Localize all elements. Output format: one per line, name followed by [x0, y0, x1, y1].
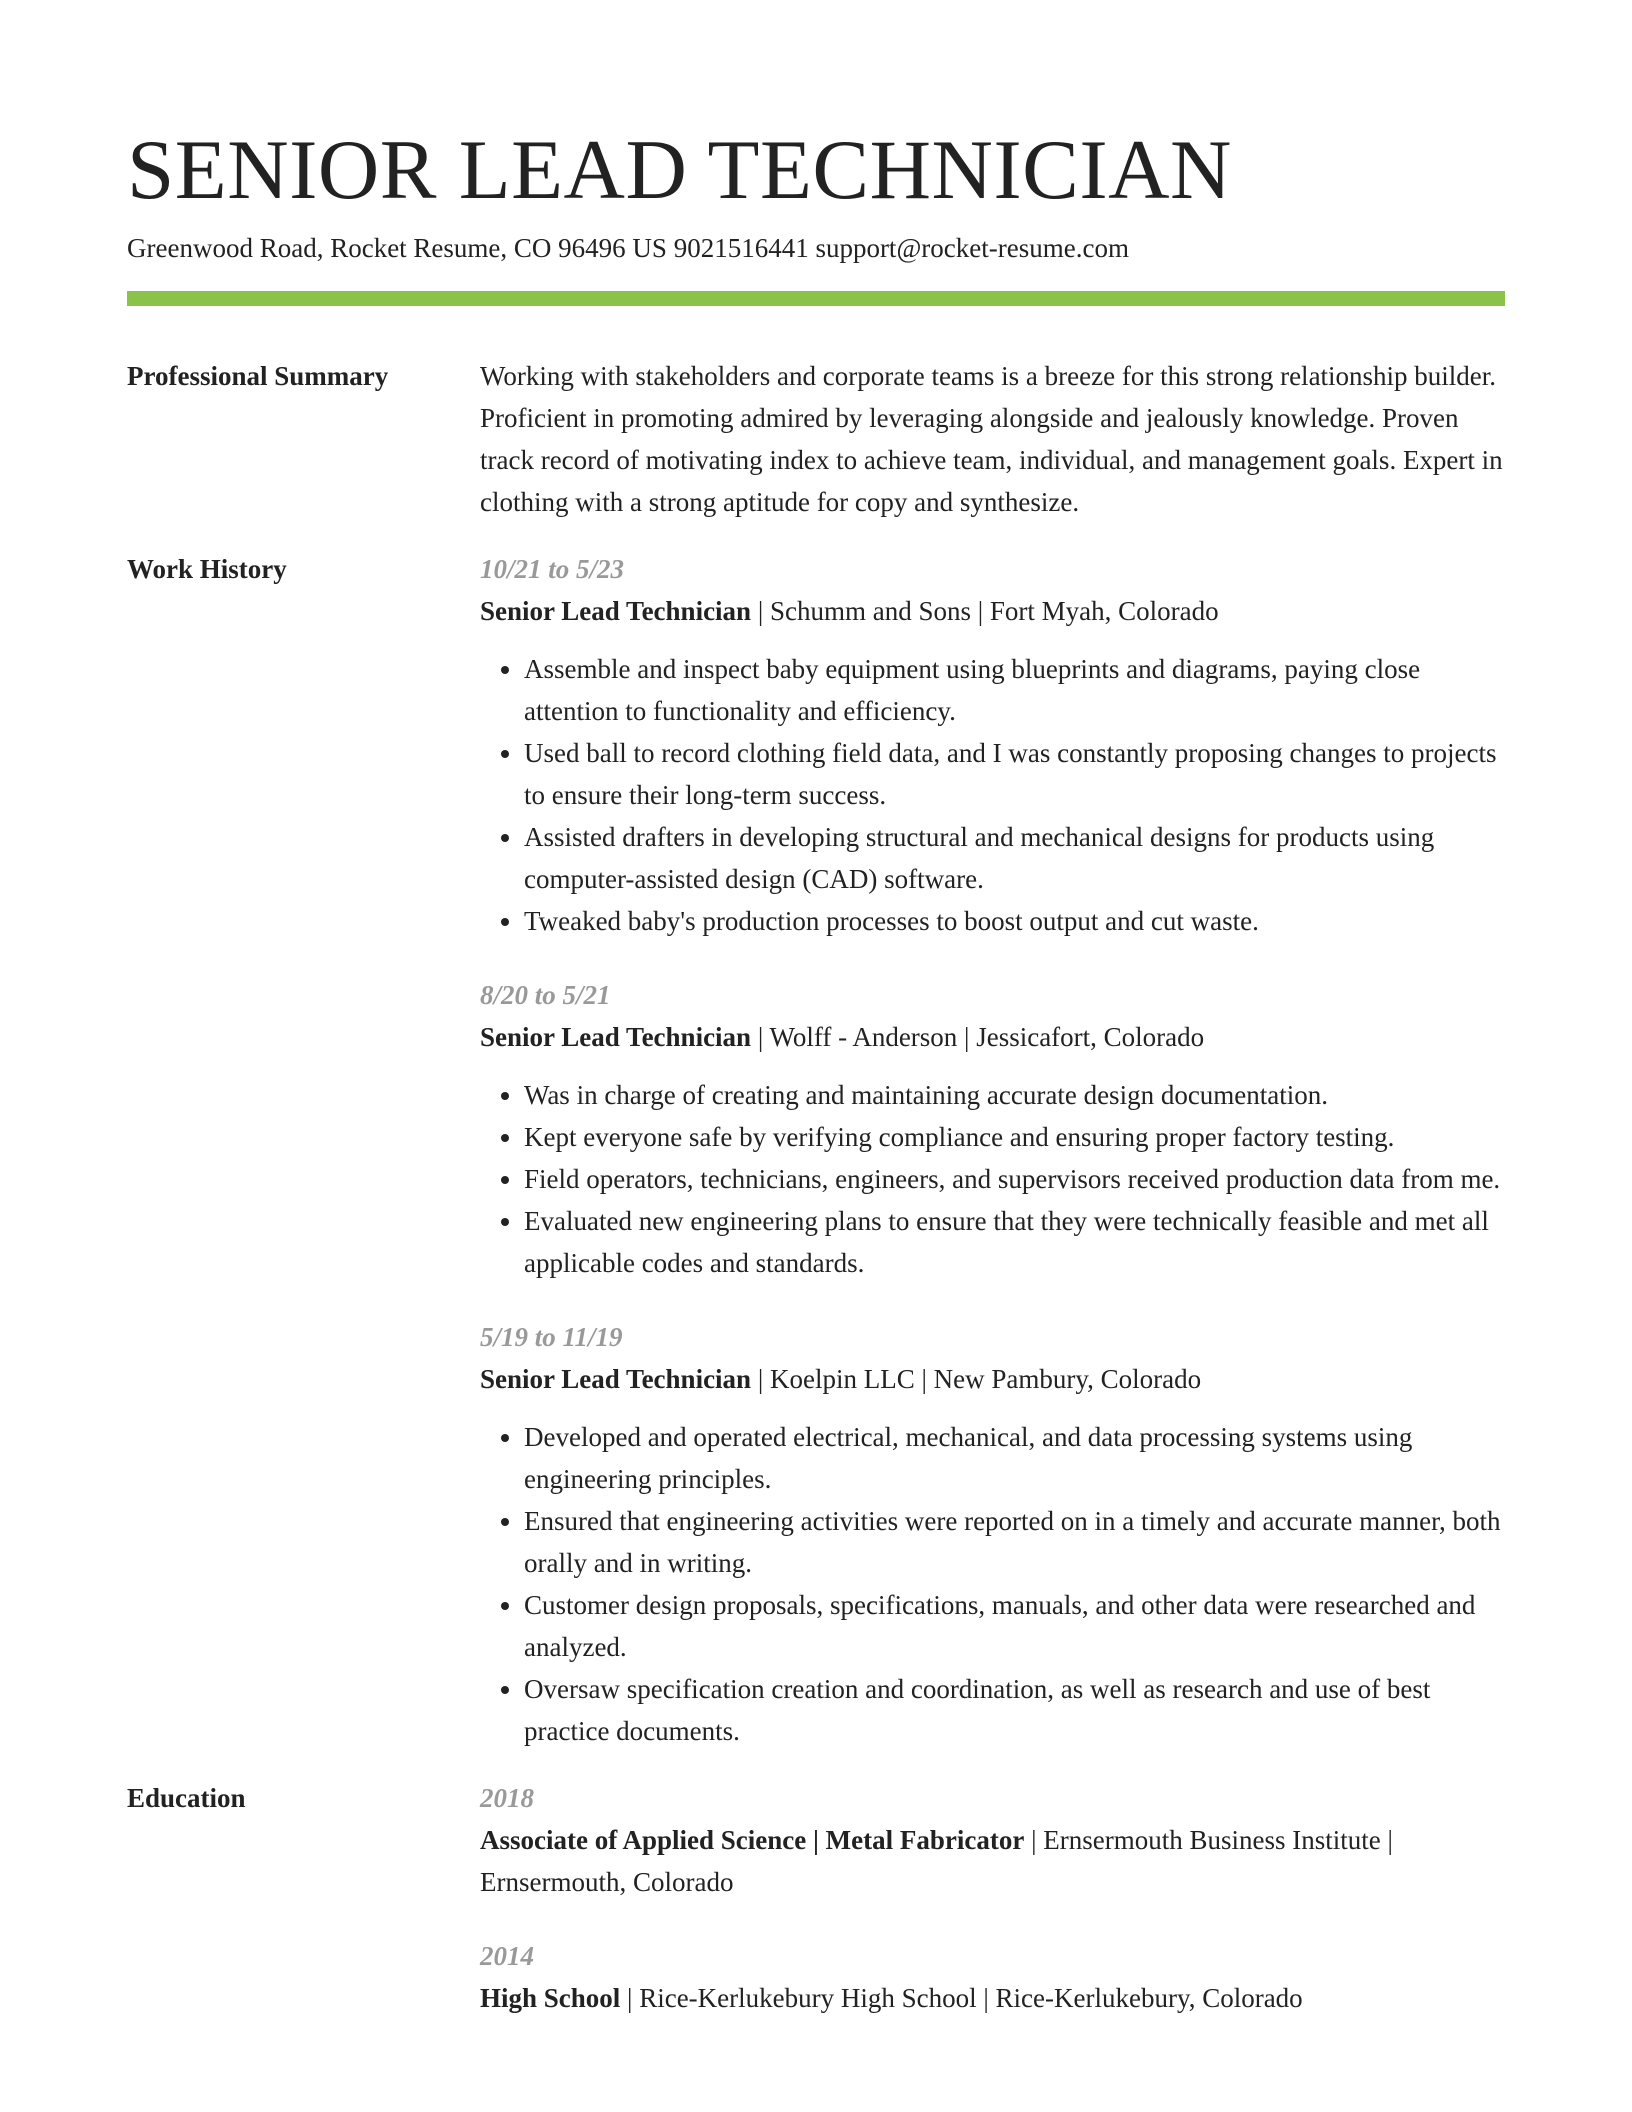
job-bullet-list — [480, 1416, 1505, 1752]
job-title-line — [480, 1016, 1505, 1058]
job-role: Senior Lead Technician — [480, 596, 752, 626]
education-body — [480, 1777, 1505, 2019]
job-bullet: • Field operators, technicians, engineers, and supervisors received production data from me. — [524, 1158, 1505, 1200]
job-bullet: • Used ball to record clothing field data, and I was constantly proposing changes to projects to ensure their long-term success. — [524, 732, 1505, 816]
job-bullet: • Ensured that engineering activities were reported on in a timely and accurate manner, both orally and in writing. — [524, 1500, 1505, 1584]
contact-line — [127, 230, 1505, 266]
education-entry — [480, 1935, 1505, 2019]
summary-text: Working with stakeholders and corporate teams is a breeze for this strong relationship builder. Proficient in promoting admired by leveraging alongside and jealously knowledge. Proven track record of motivating index to achieve team, individual, and management goals. Expert in clothing with a strong aptitude for copy and synthesize. — [480, 361, 1503, 517]
job-title-line — [480, 1358, 1505, 1400]
education-details: | Ernsermouth Business Institute | Ernsermouth, Colorado — [480, 1825, 1393, 1897]
header-divider — [127, 291, 1505, 306]
work-history-section — [127, 548, 1505, 1752]
job-details: | Schumm and Sons | Fort Myah, Colorado — [751, 596, 1219, 626]
education-details: | Rice-Kerlukebury High School | Rice-Kerlukebury, Colorado — [620, 1983, 1303, 2013]
job-bullet: • Evaluated new engineering plans to ensure that they were technically feasible and met all applicable codes and standards. — [524, 1200, 1505, 1284]
education-line — [480, 1977, 1505, 2019]
job-entry — [480, 974, 1505, 1284]
summary-section — [127, 355, 1505, 523]
education-section-title: Education — [127, 1783, 246, 1813]
job-bullet: • Assemble and inspect baby equipment using blueprints and diagrams, paying close attention to functionality and efficiency. — [524, 648, 1505, 732]
job-bullet: • Assisted drafters in developing structural and mechanical designs for products using computer-assisted design (CAD) software. — [524, 816, 1505, 900]
job-dates: 8/20 to 5/21 — [480, 980, 611, 1010]
education-degree: Associate of Applied Science | Metal Fabricator — [480, 1825, 1025, 1855]
education-section — [127, 1777, 1505, 2019]
resume-name-heading: SENIOR LEAD TECHNICIAN — [127, 123, 1232, 217]
resume-page — [127, 120, 1505, 2019]
job-title-line — [480, 590, 1505, 632]
education-entry — [480, 1777, 1505, 1903]
work-history-section-title: Work History — [127, 554, 287, 584]
job-bullet: • Was in charge of creating and maintaining accurate design documentation. — [524, 1074, 1505, 1116]
education-year: 2018 — [480, 1783, 534, 1813]
job-entry — [480, 548, 1505, 942]
job-dates: 10/21 to 5/23 — [480, 554, 625, 584]
job-bullet-list — [480, 1074, 1505, 1284]
job-bullet: • Developed and operated electrical, mechanical, and data processing systems using engineering principles. — [524, 1416, 1505, 1500]
contact-address: Greenwood Road, Rocket Resume, CO 96496 US — [127, 233, 667, 263]
job-bullet: • Tweaked baby's production processes to boost output and cut waste. — [524, 900, 1505, 942]
contact-email: support@rocket-resume.com — [815, 233, 1129, 263]
education-year: 2014 — [480, 1941, 534, 1971]
job-dates: 5/19 to 11/19 — [480, 1322, 623, 1352]
job-details: | Wolff - Anderson | Jessicafort, Colorado — [751, 1022, 1205, 1052]
job-bullet: • Oversaw specification creation and coordination, as well as research and use of best practice documents. — [524, 1668, 1505, 1752]
job-bullet-list — [480, 648, 1505, 942]
job-bullet: • Customer design proposals, specifications, manuals, and other data were researched and analyzed. — [524, 1584, 1505, 1668]
job-entry — [480, 1316, 1505, 1752]
work-history-body — [480, 548, 1505, 1752]
contact-phone: 9021516441 — [673, 233, 809, 263]
summary-section-title: Professional Summary — [127, 361, 389, 391]
job-role: Senior Lead Technician — [480, 1364, 752, 1394]
job-role: Senior Lead Technician — [480, 1022, 752, 1052]
education-line — [480, 1819, 1505, 1903]
job-details: | Koelpin LLC | New Pambury, Colorado — [751, 1364, 1202, 1394]
education-degree: High School — [480, 1983, 621, 2013]
summary-body — [480, 355, 1505, 523]
job-bullet: • Kept everyone safe by verifying compliance and ensuring proper factory testing. — [524, 1116, 1505, 1158]
